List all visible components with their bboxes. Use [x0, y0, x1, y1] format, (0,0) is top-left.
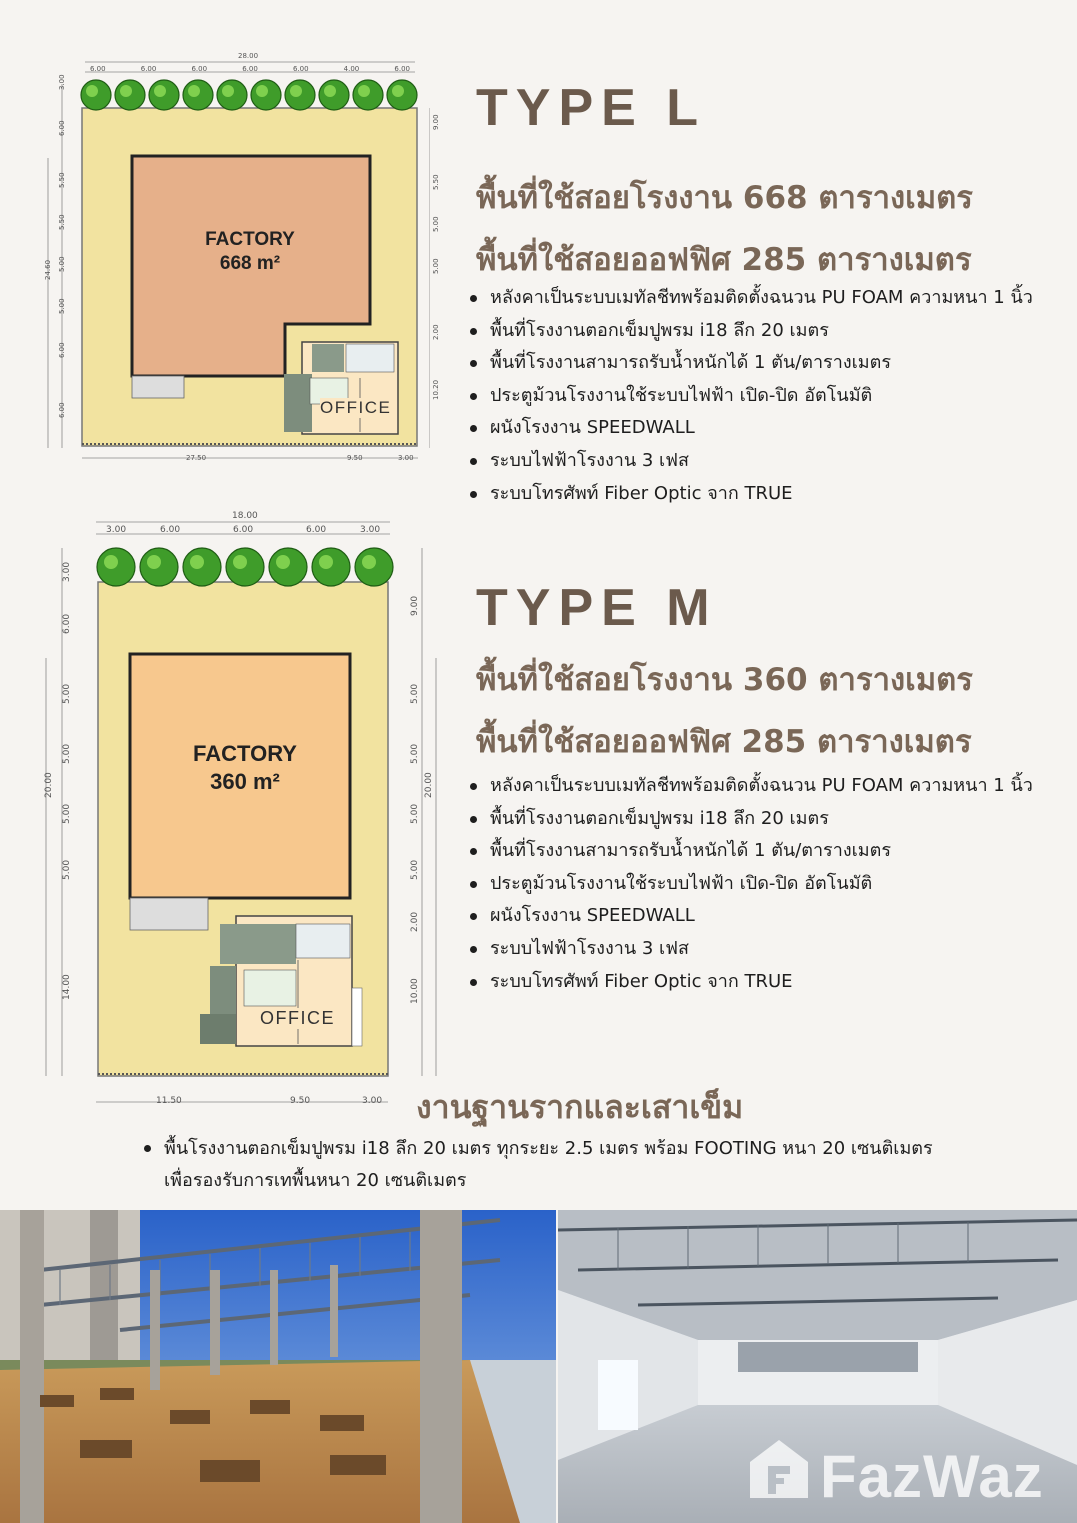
dim-label: 6.00 [394, 65, 410, 73]
dim-label: 9.50 [290, 1096, 311, 1106]
tree-row [96, 546, 396, 588]
dim-label: 9.00 [432, 114, 440, 130]
dim-label: 6.00 [292, 65, 309, 73]
dim-label: 27.50 [186, 454, 207, 462]
list-item: ระบบโทรศัพท์ Fiber Optic จาก TRUE [466, 966, 1033, 999]
list-item: ผนังโรงงาน SPEEDWALL [466, 412, 1033, 445]
dim-left-total: 24.60 [44, 259, 52, 280]
dim-label: 2.00 [432, 324, 440, 340]
foundation-text [164, 1133, 1064, 1197]
dim-label: 5.50 [58, 214, 66, 230]
dim-label: 11.50 [156, 1096, 182, 1106]
warehouse-photo [558, 1210, 1077, 1523]
list-item: พื้นที่โรงงานสามารถรับน้ำหนักได้ 1 ตัน/ตารางเมตร [466, 347, 1033, 380]
dim-left-labels [58, 74, 68, 448]
dim-label: 6.00 [242, 65, 258, 73]
dim-right-labels [432, 108, 442, 448]
dim-label: 5.50 [432, 174, 440, 190]
foundation-line-2: เพื่อรองรับการเทพื้นหนา 20 เซนติเมตร [164, 1170, 467, 1191]
dim-label: 6.00 [62, 613, 72, 634]
dim-label: 5.00 [432, 258, 440, 274]
dim-label: 6.00 [233, 525, 254, 535]
dim-top-total: 18.00 [232, 511, 258, 521]
type-l-office-area: พื้นที่ใช้สอยออฟฟิศ 285 ตารางเมตร [476, 242, 972, 278]
factory-label [190, 228, 310, 276]
type-m-factory-area: พื้นที่ใช้สอยโรงงาน 360 ตารางเมตร [476, 662, 973, 698]
type-l-feature-list [466, 282, 1033, 510]
list-item: หลังคาเป็นระบบเมทัลชีทพร้อมติดตั้งฉนวน PU FOAM ความหนา 1 นิ้ว [466, 282, 1033, 315]
tree-row [80, 78, 420, 112]
dim-label: 6.00 [306, 525, 327, 535]
dim-label: 5.00 [410, 859, 420, 880]
dim-label: 9.50 [347, 454, 363, 462]
dim-label: 6.00 [140, 65, 157, 73]
office-label: OFFICE [260, 1008, 335, 1028]
dim-label: 5.00 [410, 683, 420, 704]
type-l-factory-area: พื้นที่ใช้สอยโรงงาน 668 ตารางเมตร [476, 180, 973, 216]
dim-label: 6.00 [160, 525, 181, 535]
office-label: OFFICE [320, 398, 392, 417]
type-m-office-area: พื้นที่ใช้สอยออฟฟิศ 285 ตารางเมตร [476, 724, 972, 760]
factory-label [180, 740, 310, 796]
dim-label: 5.00 [58, 256, 66, 272]
dim-label: 5.00 [410, 743, 420, 764]
dim-label: 14.00 [62, 974, 72, 1000]
type-m-plan-drawing [40, 508, 440, 1108]
factory-size: 360 m² [210, 769, 280, 794]
factory-name: FACTORY [205, 229, 295, 250]
dim-label: 5.00 [62, 743, 72, 764]
dim-label: 5.00 [432, 216, 440, 232]
dim-label: 5.00 [62, 683, 72, 704]
dim-top-labels [96, 525, 396, 537]
dim-label: 3.00 [398, 454, 414, 462]
list-item: ระบบไฟฟ้าโรงงาน 3 เฟส [466, 933, 1033, 966]
dim-label: 6.00 [58, 402, 66, 418]
dim-label: 3.00 [106, 525, 127, 535]
dim-label: 5.50 [58, 172, 66, 188]
dim-top-total: 28.00 [238, 52, 259, 60]
construction-photo [0, 1210, 556, 1523]
fazwaz-logo-icon [748, 1438, 810, 1500]
dim-label: 3.00 [360, 525, 381, 535]
dim-label: 9.00 [410, 595, 420, 616]
list-item: ระบบไฟฟ้าโรงงาน 3 เฟส [466, 445, 1033, 478]
dim-left-total: 20.00 [44, 772, 54, 798]
list-item: พื้นที่โรงงานสามารถรับน้ำหนักได้ 1 ตัน/ตารางเมตร [466, 835, 1033, 868]
list-item: ประตูม้วนโรงงานใช้ระบบไฟฟ้า เปิด-ปิด อัตโนมัติ [466, 380, 1033, 413]
foundation-title: งานฐานรากและเสาเข็ม [416, 1088, 744, 1126]
list-item: ผนังโรงงาน SPEEDWALL [466, 900, 1033, 933]
list-item: พื้นที่โรงงานตอกเข็มปูพรม i18 ลึก 20 เมตร [466, 803, 1033, 836]
factory-size: 668 m² [219, 253, 281, 274]
dim-label: 5.00 [410, 803, 420, 824]
list-item: ระบบโทรศัพท์ Fiber Optic จาก TRUE [466, 478, 1033, 511]
dim-right-total: 20.00 [424, 772, 434, 798]
dim-label: 3.00 [362, 1096, 383, 1106]
dim-label: 3.00 [58, 74, 66, 90]
dim-label: 3.00 [62, 561, 72, 582]
dim-label: 10.20 [432, 379, 440, 400]
type-m-plan [40, 508, 440, 1108]
dim-label: 4.00 [343, 65, 360, 73]
foundation-line-1: พื้นโรงงานตอกเข็มปูพรม i18 ลึก 20 เมตร ทุกระยะ 2.5 เมตร พร้อม FOOTING หนา 20 เซนติเมตร [164, 1138, 933, 1159]
list-item: หลังคาเป็นระบบเมทัลชีทพร้อมติดตั้งฉนวน PU FOAM ความหนา 1 นิ้ว [466, 770, 1033, 803]
dim-label: 10.00 [410, 978, 420, 1004]
dim-left-labels [62, 548, 74, 1078]
dim-label: 6.00 [191, 65, 208, 73]
dim-label: 6.00 [58, 120, 66, 136]
dim-label: 2.00 [410, 911, 420, 932]
type-m-title: TYPE M [476, 579, 718, 637]
factory-name: FACTORY [193, 741, 297, 766]
fazwaz-watermark: FazWaz [820, 1443, 1044, 1510]
list-item: พื้นที่โรงงานตอกเข็มปูพรม i18 ลึก 20 เมตร [466, 315, 1033, 348]
dim-label: 6.00 [90, 65, 106, 73]
list-item: ประตูม้วนโรงงานใช้ระบบไฟฟ้า เปิด-ปิด อัตโนมัติ [466, 868, 1033, 901]
type-l-plan [40, 48, 440, 468]
dim-top-labels [90, 65, 410, 73]
dim-label: 6.00 [58, 342, 66, 358]
dim-right-labels [410, 548, 422, 1078]
foundation-bullet [144, 1145, 151, 1152]
dim-label: 5.00 [58, 298, 66, 314]
type-m-feature-list [466, 770, 1033, 998]
dim-label: 5.00 [62, 859, 72, 880]
type-l-title: TYPE L [476, 79, 707, 137]
dim-label: 5.00 [62, 803, 72, 824]
